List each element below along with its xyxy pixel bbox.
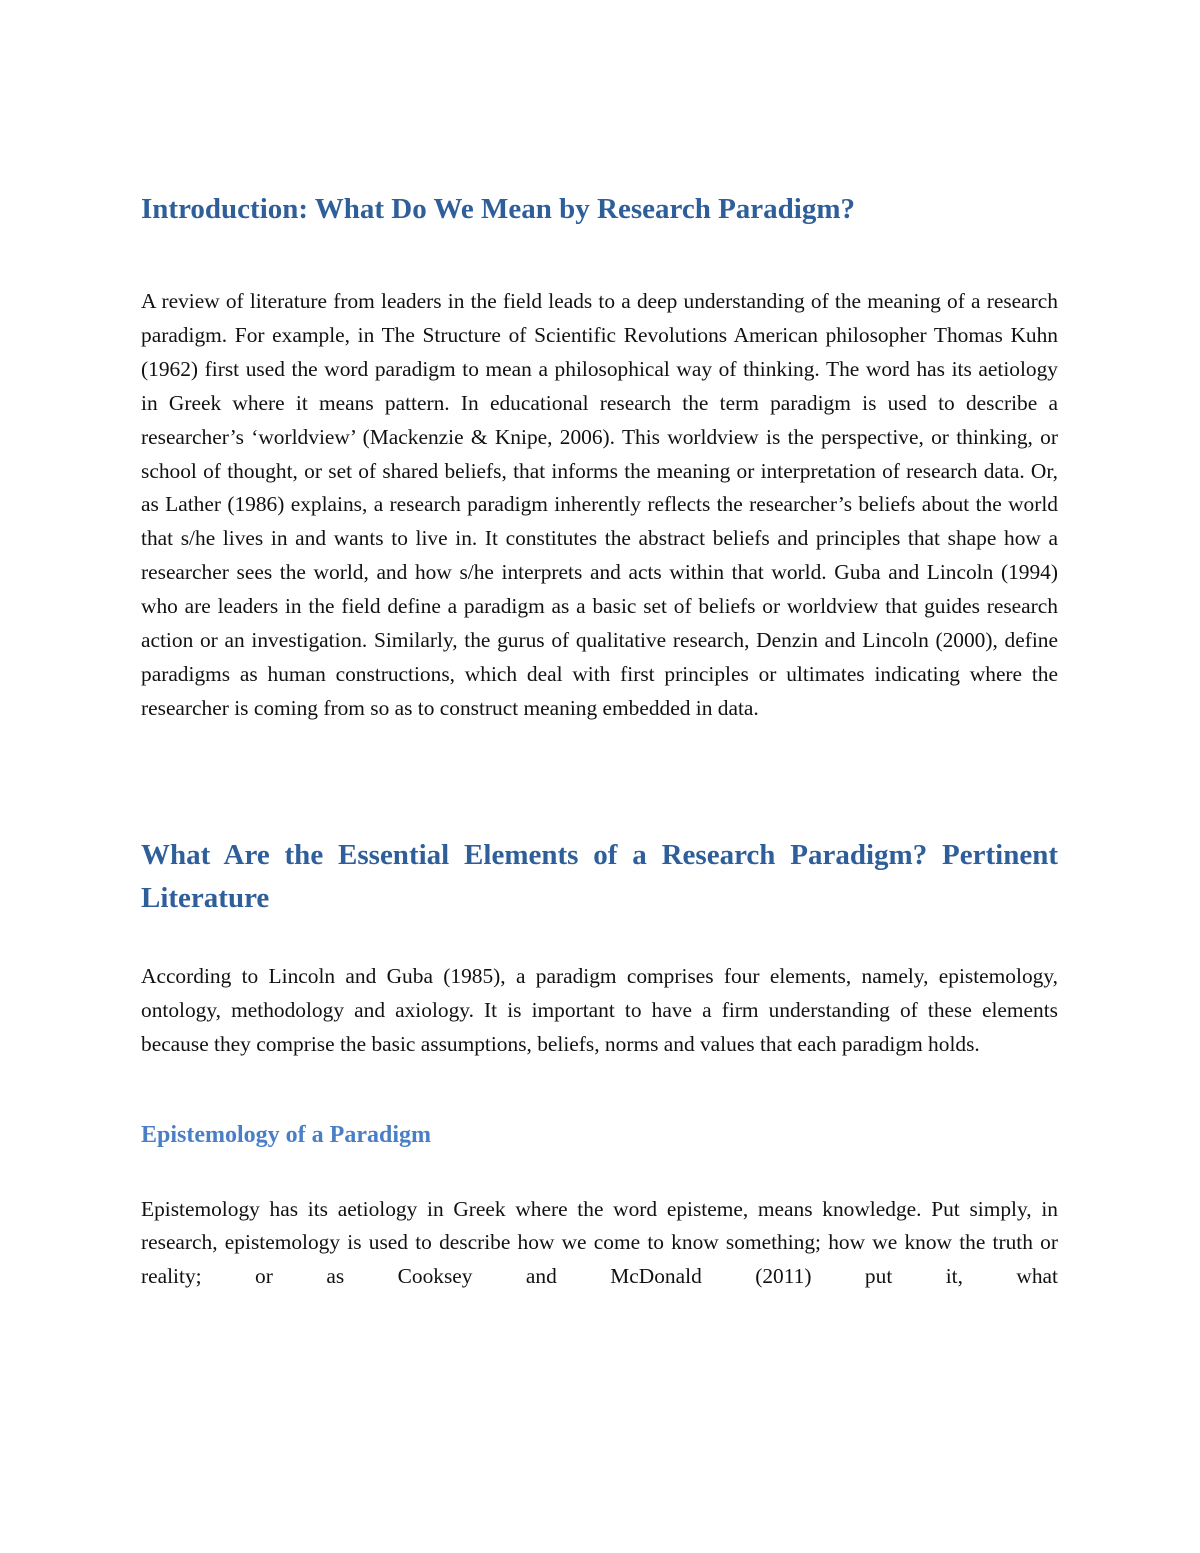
document-body xyxy=(141,188,1058,1294)
heading-introduction: Introduction: What Do We Mean by Research Paradigm? xyxy=(141,193,855,225)
paragraph-epistemology: Epistemology has its aetiology in Greek where the word episteme, means knowledge. Put simply, in research, epistemology is used to describe how we come to know something; how we know the truth or reality; or as Cooksey and McDonald (2011) put it, what xyxy=(141,1196,1058,1289)
paragraph-essential-elements: According to Lincoln and Guba (1985), a paradigm comprises four elements, namely, epistemology, ontology, methodology and axiology. It is important to have a firm understanding of these elements because they comprise the basic assumptions, beliefs, norms and values that each paradigm holds. xyxy=(141,963,1058,1056)
heading-epistemology: Epistemology of a Paradigm xyxy=(141,1121,431,1148)
paragraph-introduction: A review of literature from leaders in the field leads to a deep understanding of the meaning of a research paradigm. For example, in The Structure of Scientific Revolutions American philosopher Thomas Kuhn (1962) first used the word paradigm to mean a philosophical way of thinking. The word has its aetiology in Greek where it means pattern. In educational research the term paradigm is used to describe a researcher’s ‘worldview’ (Mackenzie & Knipe, 2006). This worldview is the perspective, or thinking, or school of thought, or set of shared beliefs, that informs the meaning or interpretation of research data. Or, as Lather (1986) explains, a research paradigm inherently reflects the researcher’s beliefs about the world that s/he lives in and wants to live in. It constitutes the abstract beliefs and principles that shape how a researcher sees the world, and how s/he interprets and acts within that world. Guba and Lincoln (1994) who are leaders in the field define a paradigm as a basic set of beliefs or worldview that guides research action or an investigation. Similarly, the gurus of qualitative research, Denzin and Lincoln (2000), define paradigms as human constructions, which deal with first principles or ultimates indicating where the researcher is coming from so as to construct meaning embedded in data. xyxy=(141,289,1058,720)
heading-essential-elements: What Are the Essential Elements of a Research Paradigm? Pertinent Literature xyxy=(141,838,1058,914)
